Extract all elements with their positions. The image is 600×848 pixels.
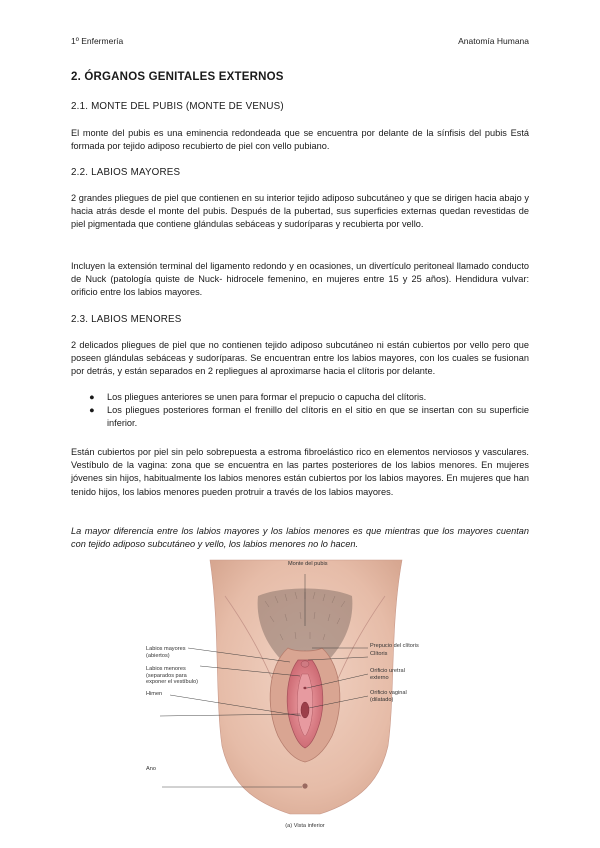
list-item: ● Los pliegues anteriores se unen para formar el prepucio o capucha del clítoris. xyxy=(71,391,529,404)
paragraph-labios-menores-2: Están cubiertos por piel sin pelo sobrepuesta a estroma fibroelástico rico en elementos nerviosos y vasculares. Vestíbulo de la vagina: zona que se encuentra en las partes posteriores de los labios menores. En mujeres jóvenes sin hijos, habitualmente los labios menores están cubiertos por los labios mayores. En mujeres que han tenido hijos, los labios menores pueden protruir a través de los labios mayores. xyxy=(71,447,529,497)
header-course: 1º Enfermería xyxy=(71,36,124,46)
label-clitoris: Clítoris xyxy=(370,651,388,657)
subsection-title-labios-mayores: 2.2. LABIOS MAYORES xyxy=(71,167,181,178)
label-monte-pubis: Monte del pubis xyxy=(288,561,328,567)
figure-caption: (a) Vista inferior xyxy=(285,823,325,829)
paragraph-labios-mayores-1: 2 grandes pliegues de piel que contienen en su interior tejido adiposo subcutáneo y que se dirigen hacia abajo y hacia atrás desde el monte del pubis. Después de la pubertad, sus superficies externas quedan revestidas de piel pigmentada que contiene glándulas sebáceas y sudoríparas y recubierta por vello. xyxy=(71,193,529,230)
bullet-icon: ● xyxy=(89,392,95,402)
paragraph-labios-mayores-2: Incluyen la extensión terminal del ligamento redondo y en ocasiones, un divertículo peritoneal llamado conducto de Nuck (patología quiste de Nuck- hidrocele femenino, en mujeres entre 15 y 25 años). Hendidura vulvar: orificio entre los labios mayores. xyxy=(71,261,529,298)
label-labios-mayores: Labios mayores (abiertos) xyxy=(146,646,186,659)
label-prepucio: Prepucio del clítoris xyxy=(370,643,419,649)
anus xyxy=(302,783,307,788)
list-item: ● Los pliegues posteriores forman el frenillo del clítoris en el sitio en que se insertan con su superficie inferior. xyxy=(89,405,529,429)
label-himen: Himen xyxy=(146,691,163,697)
subsection-title-labios-menores: 2.3. LABIOS MENORES xyxy=(71,314,182,325)
bullet-list xyxy=(71,391,529,431)
section-title: 2. ÓRGANOS GENITALES EXTERNOS xyxy=(71,71,284,83)
bullet-icon: ● xyxy=(89,405,95,416)
label-orificio-vaginal: Orificio vaginal (dilatado) xyxy=(370,690,407,703)
header-subject: Anatomía Humana xyxy=(458,36,529,46)
urethral-orifice xyxy=(303,687,306,689)
italic-summary: La mayor diferencia entre los labios mayores y los labios menores es que mientras que los mayores cuentan con tejido adiposo subcutáneo y vello, los labios menores no lo hacen. xyxy=(71,526,529,550)
label-ano: Ano xyxy=(146,766,156,772)
label-labios-menores: Labios menores (separados para exponer el vestíbulo) xyxy=(146,666,198,686)
paragraph-monte: El monte del pubis es una eminencia redondeada que se encuentra por delante de la sínfisis del pubis Está formada por tejido adiposo recubierto de piel con vello pubiano. xyxy=(71,128,529,152)
paragraph-labios-menores-1: 2 delicados pliegues de piel que no contienen tejido adiposo subcutáneo ni están cubiertos por vello pero que poseen glándulas sebáceas y sudoríparas. Se encuentran entre los labios mayores, con los cuales se fusionan por detrás, y están separados en 2 repliegues al aproximarse hacia el clítoris por delante. xyxy=(71,340,529,377)
label-orificio-uretral: Orificio uretral externo xyxy=(370,668,405,681)
subsection-title-monte: 2.1. MONTE DEL PUBIS (MONTE DE VENUS) xyxy=(71,101,284,112)
anatomical-illustration xyxy=(140,556,470,818)
vaginal-orifice xyxy=(301,702,309,718)
clitoris xyxy=(301,661,309,667)
